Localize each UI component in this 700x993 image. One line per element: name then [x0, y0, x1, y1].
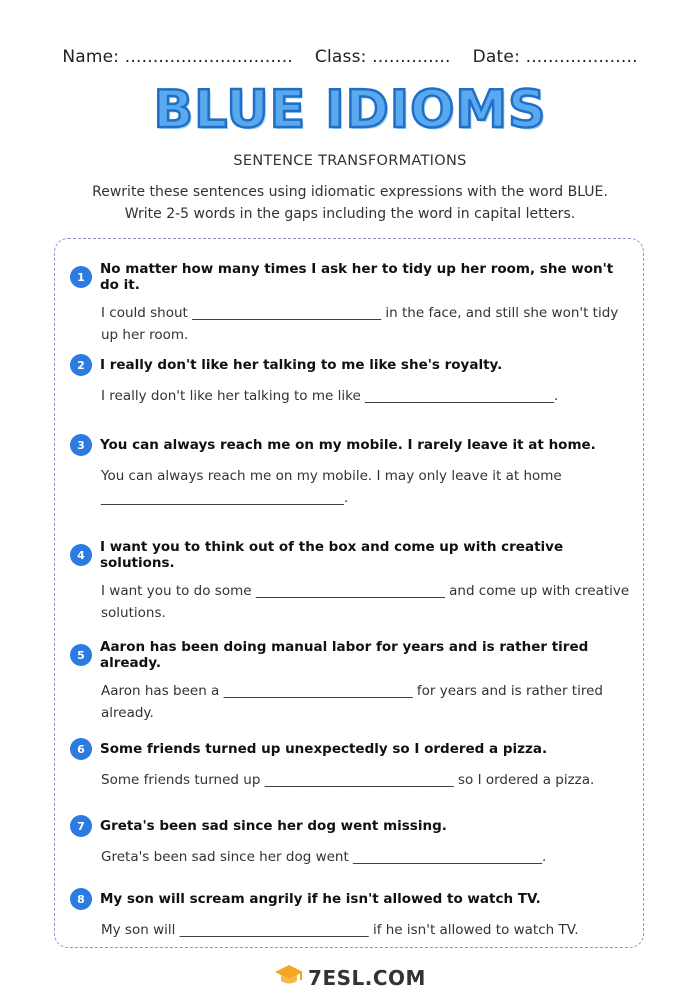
question-item: [70, 539, 630, 624]
question-prompt: Some friends turned up unexpectedly so I ordered a pizza.: [100, 741, 548, 757]
question-prompt: I really don't like her talking to me like she's royalty.: [100, 357, 503, 373]
question-prompt: I want you to think out of the box and come up with creative solutions.: [100, 539, 564, 571]
question-number-badge: 7: [70, 815, 92, 837]
question-number-badge: 1: [70, 266, 92, 288]
brand-logo-text: 7ESL.COM: [308, 966, 426, 990]
question-number-badge: 2: [70, 354, 92, 376]
answer-sentence: I really don't like her talking to me like ____________________________.: [101, 388, 559, 404]
answer-sentence: My son will ____________________________ if he isn't allowed to watch TV.: [101, 922, 579, 938]
name-field-label: Name: ..............................: [62, 47, 293, 67]
question-item: [70, 888, 630, 941]
question-number-badge: 8: [70, 888, 92, 910]
question-item: [70, 815, 630, 868]
answer-sentence: Aaron has been a ____________________________ for years and is rather tired already.: [101, 683, 603, 721]
question-prompt: Greta's been sad since her dog went missing.: [100, 818, 447, 834]
instructions: [0, 181, 700, 225]
question-number-badge: 5: [70, 644, 92, 666]
answer-sentence: I want you to do some ____________________________ and come up with creative solutions.: [101, 583, 630, 621]
question-prompt: You can always reach me on my mobile. I rarely leave it at home.: [100, 437, 596, 453]
answer-sentence: Greta's been sad since her dog went ____________________________.: [101, 849, 547, 865]
answer-sentence: I could shout ____________________________ in the face, and still she won't tidy up her room.: [101, 305, 619, 343]
student-info-header: [0, 47, 700, 67]
question-item: [70, 434, 630, 509]
question-number-badge: 4: [70, 544, 92, 566]
class-field-label: Class: ..............: [314, 47, 451, 67]
date-field-label: Date: ....................: [472, 47, 638, 67]
instruction-line-2: Write 2-5 words in the gaps including the word in capital letters.: [124, 206, 576, 222]
question-item: [70, 354, 630, 407]
question-prompt: Aaron has been doing manual labor for years and is rather tired already.: [100, 639, 589, 671]
question-prompt: My son will scream angrily if he isn't allowed to watch TV.: [100, 891, 541, 907]
question-number-badge: 3: [70, 434, 92, 456]
answer-sentence: You can always reach me on my mobile. I may only leave it at home ____________________________________.: [101, 468, 562, 506]
question-item: [70, 261, 630, 346]
question-item: [70, 738, 630, 791]
footer-logo: [0, 963, 700, 993]
question-number-badge: 6: [70, 738, 92, 760]
instruction-line-1: Rewrite these sentences using idiomatic expressions with the word BLUE.: [92, 184, 608, 200]
graduation-cap-icon: [274, 963, 304, 993]
question-item: [70, 639, 630, 724]
worksheet-subtitle: SENTENCE TRANSFORMATIONS: [233, 153, 467, 169]
answer-sentence: Some friends turned up ____________________________ so I ordered a pizza.: [101, 772, 595, 788]
question-prompt: No matter how many times I ask her to tidy up her room, she won't do it.: [100, 261, 614, 293]
worksheet-title: BLUE IDIOMS: [153, 80, 547, 140]
